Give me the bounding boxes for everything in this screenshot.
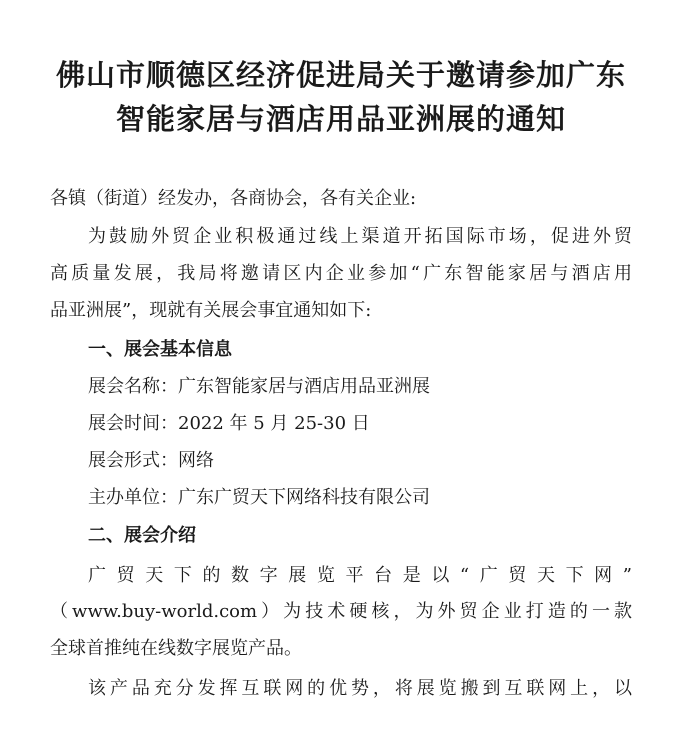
info-exhibition-time: 展会时间：2022 年 5 月 25-30 日	[88, 413, 370, 434]
document-title-line-1: 佛山市顺德区经济促进局关于邀请参加广东	[55, 58, 626, 92]
intro-paragraph-line-3: 全球首推纯在线数字展览产品。	[50, 638, 302, 659]
document-title-line-2: 智能家居与酒店用品亚洲展的通知	[115, 102, 566, 136]
salutation: 各镇（街道）经发办，各商协会，各有关企业:	[50, 188, 417, 209]
intro-paragraph-line-2: （www.buy-world.com）为技术硬核，为外贸企业打造的一款	[50, 601, 632, 622]
info-exhibition-name: 展会名称：广东智能家居与酒店用品亚洲展	[88, 376, 430, 397]
intro-line-3: 品亚洲展”，现就有关展会事宜通知如下:	[50, 300, 372, 321]
intro-line-2: 高质量发展，我局将邀请区内企业参加“广东智能家居与酒店用	[50, 263, 632, 284]
intro-paragraph-line-1: 广贸天下的数字展览平台是以“广贸天下网”	[88, 565, 632, 586]
info-exhibition-format: 展会形式：网络	[88, 450, 214, 471]
advantage-paragraph-line-1: 该产品充分发挥互联网的优势，将展览搬到互联网上，以	[88, 678, 632, 699]
info-organizer: 主办单位：广东广贸天下网络科技有限公司	[88, 487, 430, 508]
section-heading-2: 二、展会介绍	[88, 525, 196, 546]
intro-line-1: 为鼓励外贸企业积极通过线上渠道开拓国际市场，促进外贸	[88, 226, 632, 247]
section-heading-1: 一、展会基本信息	[88, 339, 232, 360]
